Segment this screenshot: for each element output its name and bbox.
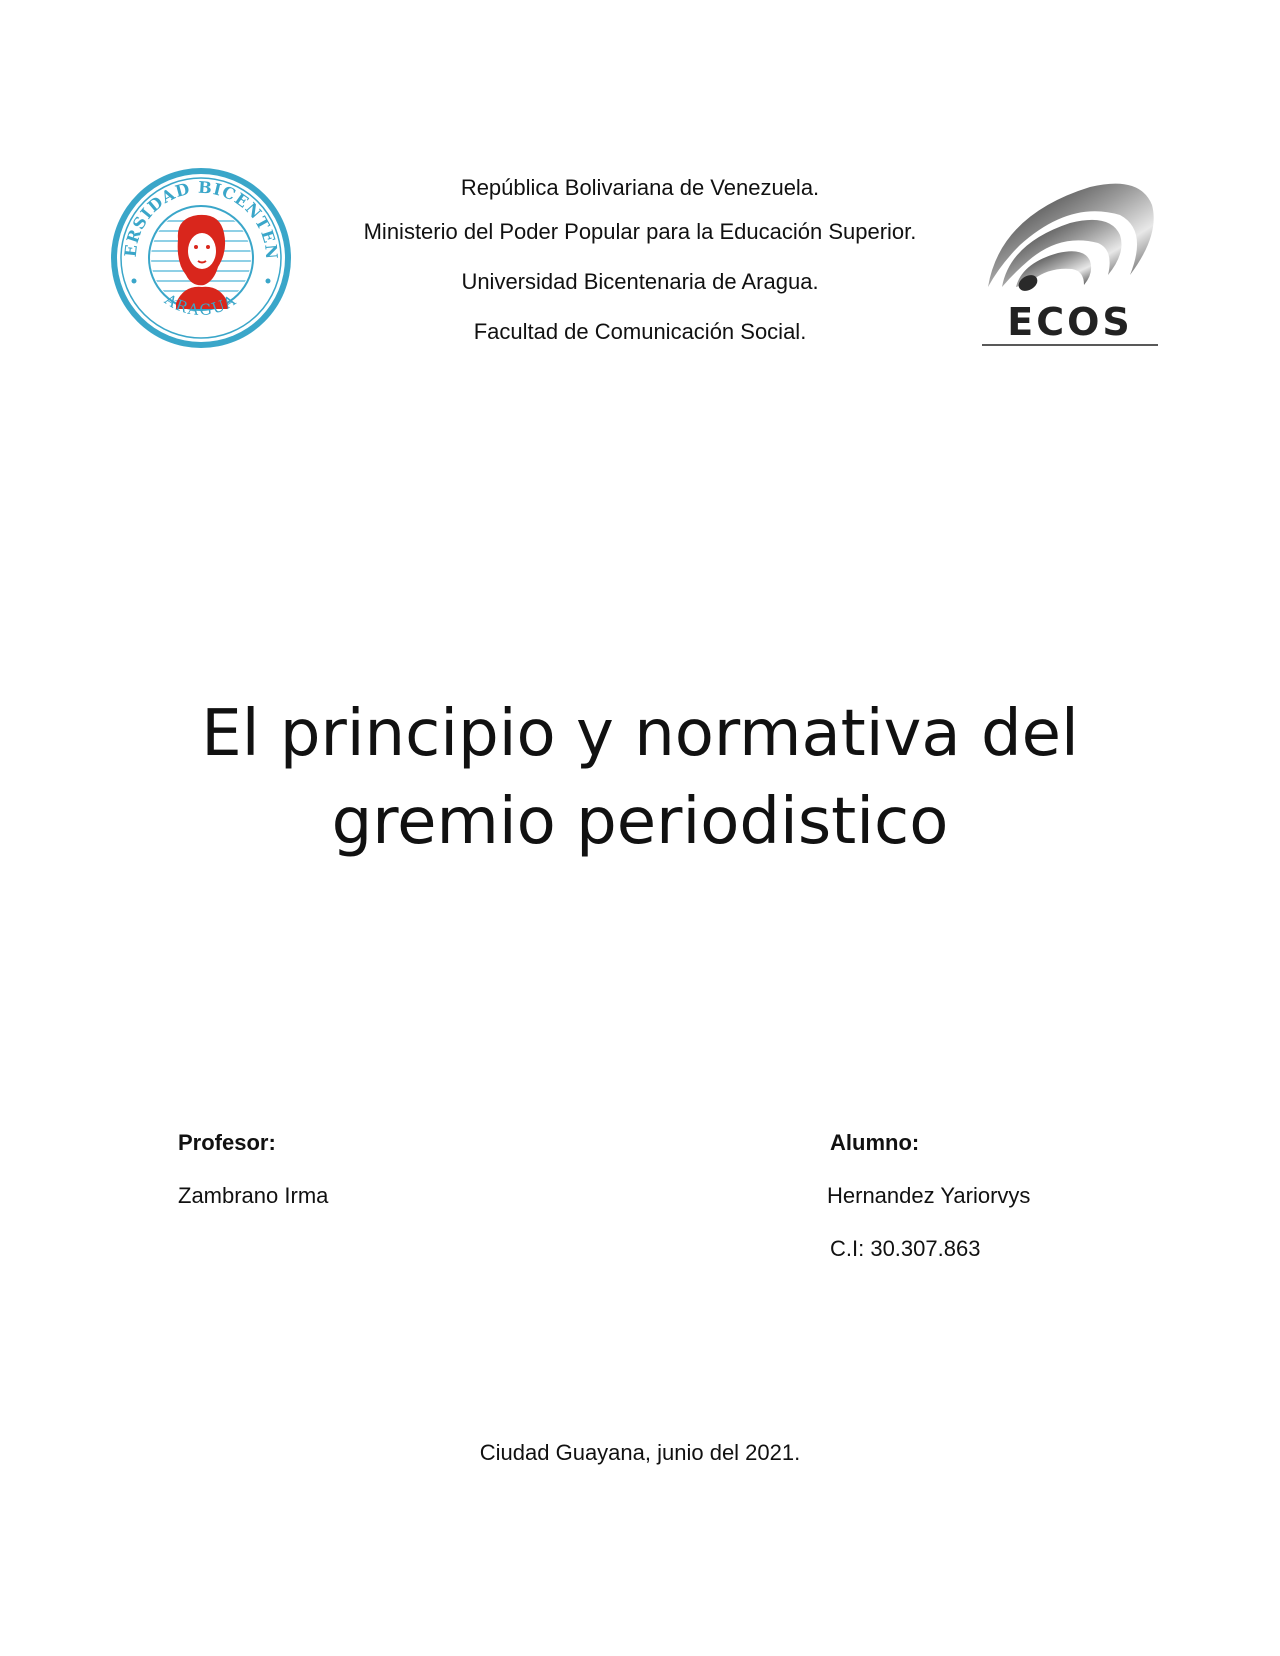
seal-bottom-text: ARAGUA: [161, 290, 241, 320]
title-line-1: El principio y normativa del: [201, 697, 1079, 771]
professor-name: Zambrano Irma: [178, 1183, 329, 1208]
document-title: [100, 690, 1180, 866]
header-line-ministry: Ministerio del Poder Popular para la Educación Superior.: [363, 219, 917, 244]
student-label: Alumno:: [830, 1130, 920, 1155]
student-ci: C.I: 30.307.863: [830, 1236, 981, 1261]
header-line-university: Universidad Bicentenaria de Aragua.: [461, 269, 819, 294]
header-institution-block: [300, 176, 980, 350]
header-line-faculty: Facultad de Comunicación Social.: [473, 319, 807, 344]
place-date: [0, 1440, 1280, 1466]
title-line-2: gremio periodistico: [331, 785, 949, 859]
header-line-republic: República Bolivariana de Venezuela.: [460, 175, 820, 200]
student-name: Hernandez Yariorvys: [827, 1183, 1031, 1208]
ecos-logo-icon: [980, 175, 1160, 360]
professor-label: Profesor:: [178, 1130, 276, 1155]
university-seal-icon: [106, 163, 296, 353]
seal-top-text: ERSIDAD BICENTEN: [120, 177, 282, 261]
ecos-logo-text: ECOS: [1007, 300, 1133, 344]
place-date-text: Ciudad Guayana, junio del 2021.: [479, 1440, 801, 1465]
